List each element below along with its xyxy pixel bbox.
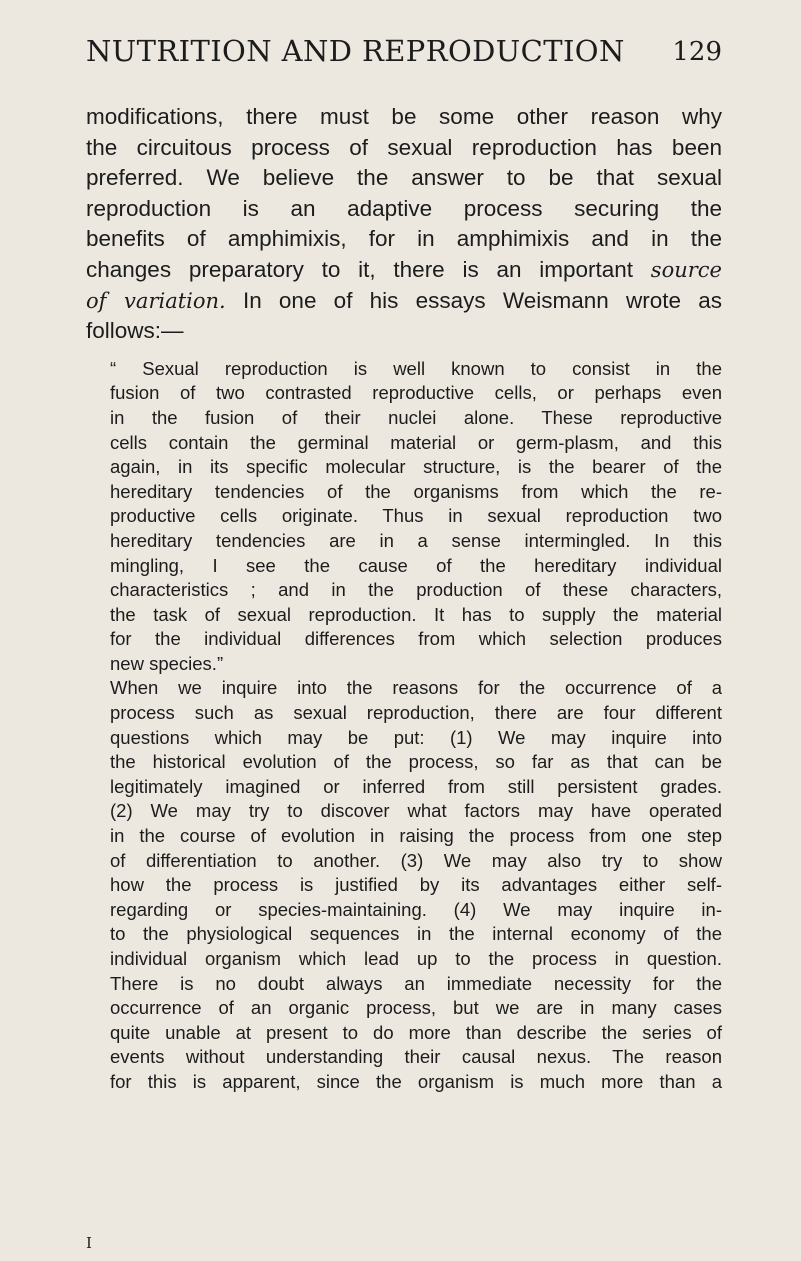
- quote-line: “ Sexual reproduction is well known to consist in the: [110, 357, 722, 379]
- text-line: individual organism which lead up to the process in question.: [110, 948, 722, 969]
- text-line-with-emphasis: [86, 255, 722, 286]
- quote-line: productive cells originate. Thus in sexual reproduction two: [110, 505, 722, 527]
- quote-line: fusion of two contrasted reproductive cells, or perhaps even: [110, 382, 722, 404]
- quote-line: hereditary tendencies are in a sense intermingled. In this: [110, 529, 722, 551]
- text-segment: In one of his essays Weismann wrote as: [225, 287, 722, 313]
- text-line: (2) We may try to discover what factors may have operated: [110, 800, 722, 822]
- italic-of-variation: of variation.: [86, 288, 226, 313]
- text-line: benefits of amphimixis, for in amphimixis and in the: [86, 226, 722, 252]
- text-line: regarding or species-maintaining. (4) We may inquire in-: [110, 898, 722, 920]
- text-line: preferred. We believe the answer to be that sexual: [86, 165, 722, 191]
- printer-signature-mark: I: [86, 1234, 92, 1252]
- quote-line: characteristics ; and in the production of these characters,: [110, 579, 722, 601]
- text-line: reproduction is an adaptive process securing the: [86, 195, 722, 221]
- running-title: NUTRITION AND REPRODUCTION: [86, 34, 625, 68]
- page-number: 129: [672, 37, 722, 67]
- quote-line: the task of sexual reproduction. It has to supply the material: [110, 603, 722, 625]
- text-line: the circuitous process of sexual reproduction has been: [86, 134, 722, 160]
- text-line: questions which may be put: (1) We may inquire into: [110, 726, 722, 748]
- text-line: occurrence of an organic process, but we are in many cases: [110, 997, 722, 1019]
- text-line: When we inquire into the reasons for the occurrence of a: [110, 677, 722, 699]
- text-line: for this is apparent, since the organism is much more than a: [110, 1070, 722, 1092]
- text-line: to the physiological sequences in the internal economy of the: [110, 923, 722, 945]
- body-text: [86, 102, 722, 1095]
- text-line: There is no doubt always an immediate necessity for the: [110, 972, 722, 994]
- text-line: of differentiation to another. (3) We may also try to show: [110, 849, 722, 871]
- quote-line: cells contain the germinal material or germ-plasm, and this: [110, 431, 722, 453]
- quote-line: for the individual differences from which selection produces: [110, 628, 722, 650]
- text-line: how the process is justified by its advantages either self-: [110, 874, 722, 896]
- quote-line: in the fusion of their nuclei alone. These reproductive: [110, 406, 722, 428]
- quote-line: mingling, I see the cause of the hereditary individual: [110, 554, 722, 576]
- paragraph-four-questions: [86, 676, 722, 1094]
- text-line: follows:—: [86, 318, 184, 344]
- text-line-with-emphasis: [86, 286, 722, 317]
- text-line: legitimately imagined or inferred from still persistent grades.: [110, 775, 722, 797]
- text-line: events without understanding their causal nexus. The reason: [110, 1046, 722, 1068]
- text-line: quite unable at present to do more than describe the series of: [110, 1021, 722, 1043]
- paragraph-intro: [86, 102, 722, 347]
- text-segment: changes preparatory to it, there is an important: [86, 256, 634, 282]
- quote-line: again, in its specific molecular structure, is the bearer of the: [110, 456, 722, 478]
- text-line: modifications, there must be some other reason why: [86, 104, 722, 129]
- italic-source: source: [650, 257, 722, 282]
- text-line: in the course of evolution in raising the process from one step: [110, 825, 722, 847]
- quote-line: hereditary tendencies of the organisms from which the re-: [110, 480, 722, 502]
- text-line: process such as sexual reproduction, there are four different: [110, 702, 722, 724]
- running-head: [86, 34, 722, 74]
- block-quote-weismann: [86, 357, 722, 677]
- quote-line: new species.”: [110, 652, 224, 674]
- text-line: the historical evolution of the process, so far as that can be: [110, 751, 722, 773]
